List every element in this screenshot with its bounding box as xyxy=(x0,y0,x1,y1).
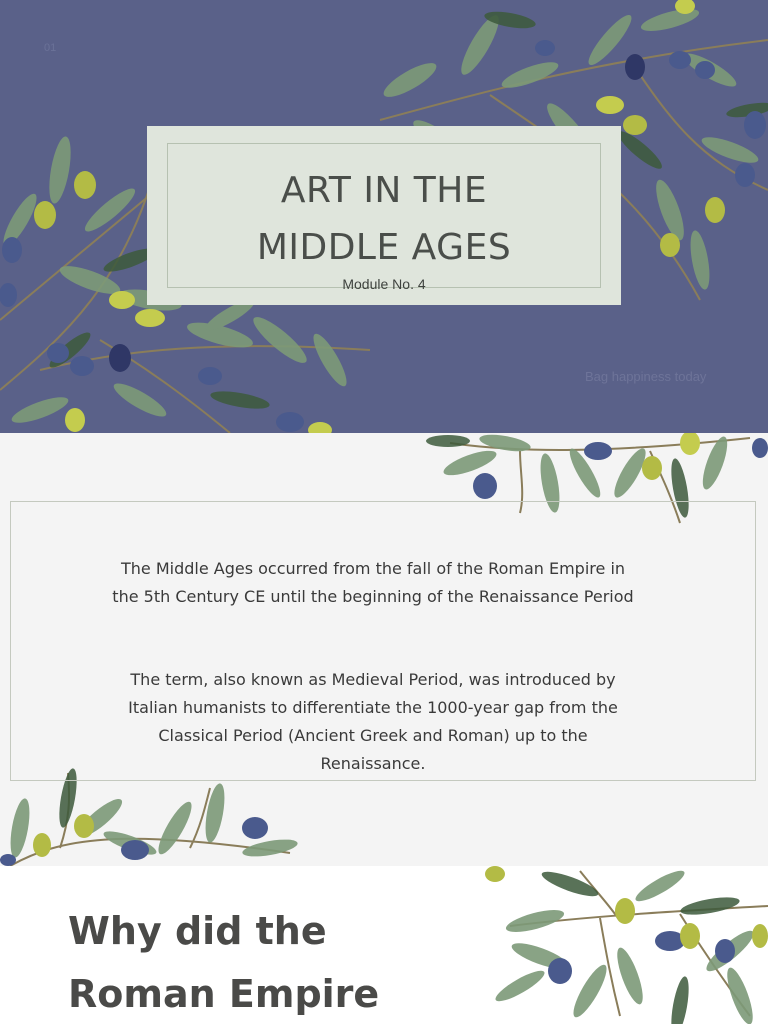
olive-branch-bottom-left xyxy=(0,768,310,866)
tagline: Bag happiness today xyxy=(585,369,707,384)
question-slide xyxy=(0,866,768,1024)
title-line-2: MIDDLE AGES xyxy=(256,227,512,268)
module-label: Module No. 4 xyxy=(342,276,426,292)
question-heading xyxy=(68,900,488,1024)
heading-line-2: Roman Empire xyxy=(68,972,380,1016)
title-line-1: ART IN THE xyxy=(280,170,488,211)
heading-line-1: Why did the xyxy=(68,909,327,953)
intro-paragraph-2: The term, also known as Medieval Period, was introduced by Italian humanists to differentiate the 1000-year gap from the Classical Period (Ancient Greek and Roman) up to the Renaissance. xyxy=(128,670,618,773)
slide-title xyxy=(147,162,621,276)
title-card xyxy=(147,126,621,305)
slide-number: 01 xyxy=(44,42,57,54)
intro-slide xyxy=(0,433,768,866)
title-slide xyxy=(0,0,768,433)
olive-branch-right xyxy=(480,866,768,1024)
intro-paragraph-1: The Middle Ages occurred from the fall of the Roman Empire in the 5th Century CE until the beginning of the Renaissance Period xyxy=(112,559,634,606)
